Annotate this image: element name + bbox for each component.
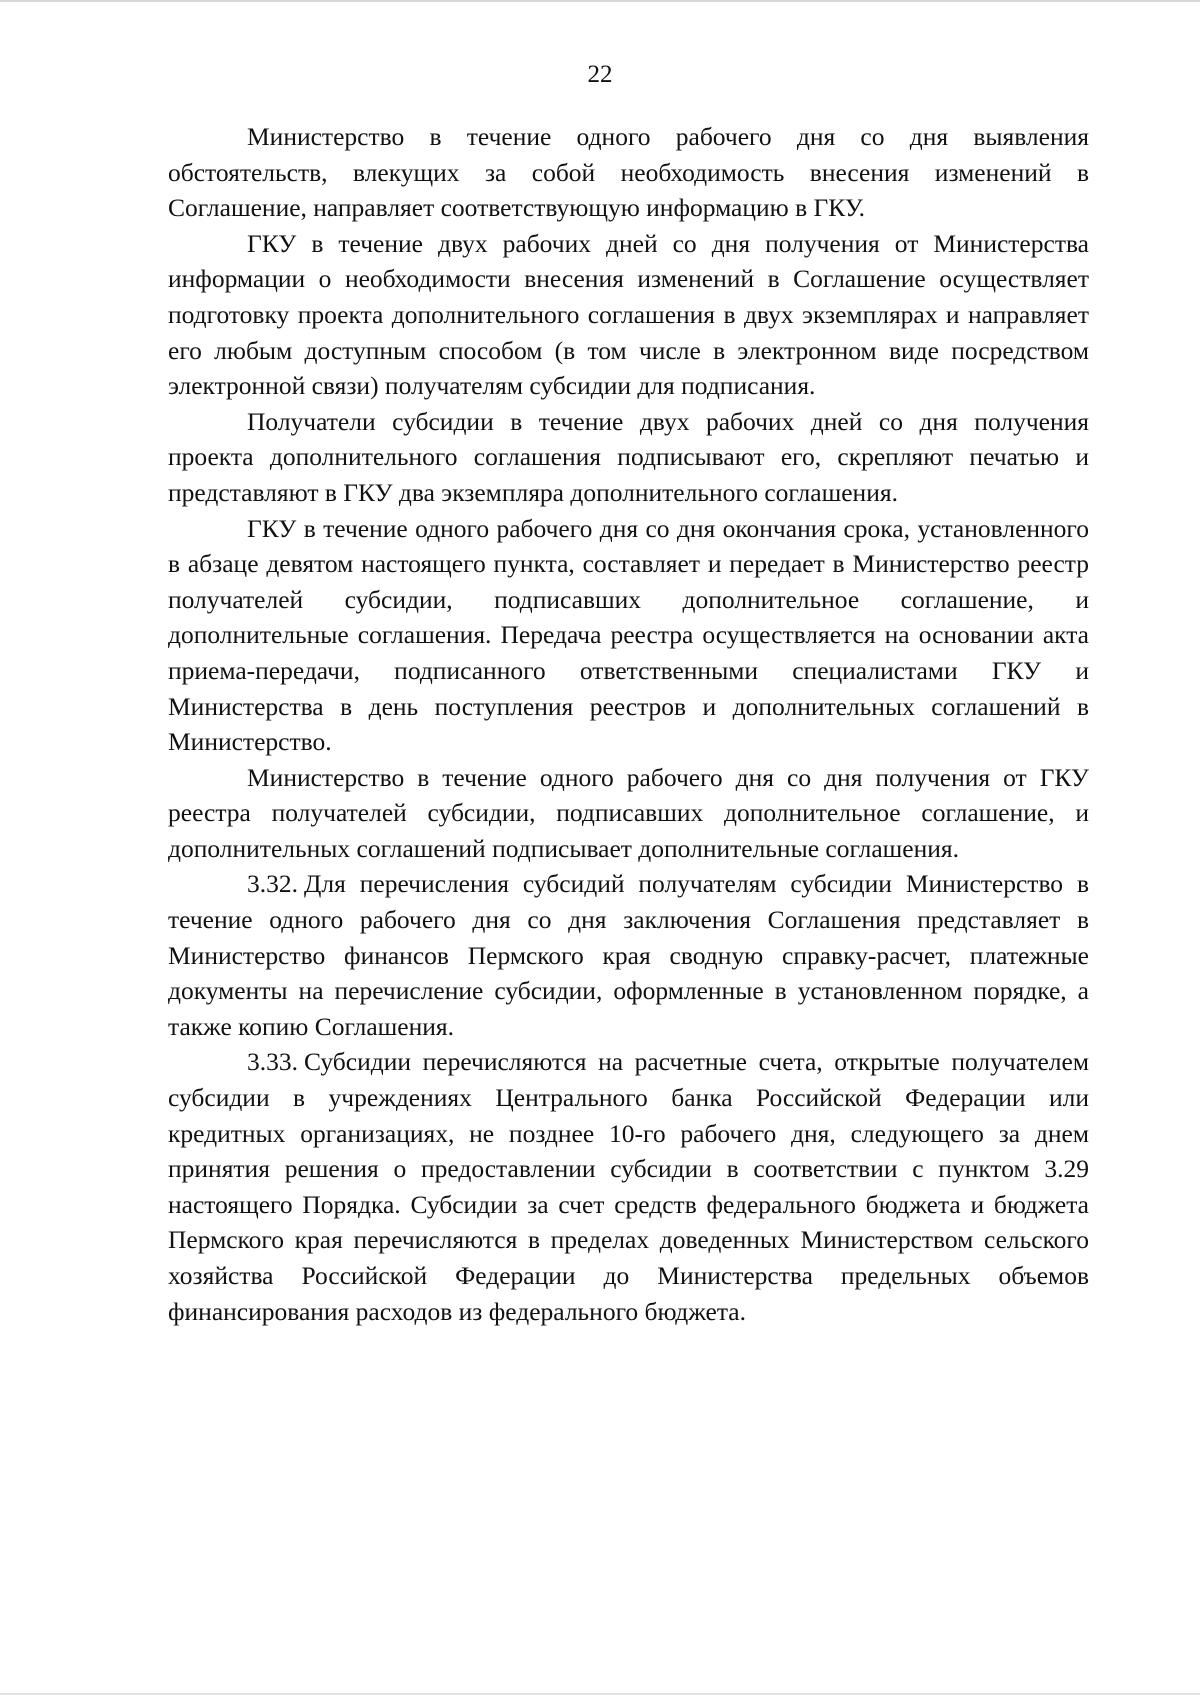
paragraph-ministry-notice: Министерство в течение одного рабочего дня со дня выявления обстоятельств, влекущих за собой необходимость внесения изменений в Соглашение, направляет соответствующую информацию в ГКУ. [168, 122, 1089, 223]
document-body [168, 119, 1089, 1329]
clause-3-33 [168, 1044, 1089, 1329]
paragraph-gku-registry: ГКУ в течение одного рабочего дня со дня окончания срока, установленного в абзаце девятом настоящего пункта, составляет и передает в Министерство реестр получателей субсидии, подписавших дополнительное соглашение, и дополнительные соглашения. Передача реестра осуществляется на основании акта приема-передачи, подписанного ответственными специалистами ГКУ и Министерства в день поступления реестров и дополнительных соглашений в Министерство. [168, 513, 1089, 757]
clause-3-32 [168, 866, 1089, 1044]
clause-3-33-text: Субсидии перечисляются на расчетные счета, открытые получателем субсидии в учреждениях Центрального банка Российской Федерации или кредитных организациях, не позднее 10-го рабочего дня, следующего за днем принятия решения о предоставлении субсидии в соответствии с пунктом 3.29 настоящего Порядка. Субсидии за счет средств федерального бюджета и бюджета Пермского края перечисляются в пределах доведенных Министерством сельского хозяйства Российской Федерации до Министерства предельных объемов финансирования расходов из федерального бюджета. [168, 1047, 1089, 1326]
paragraph-recipients-sign: Получатели субсидии в течение двух рабочих дней со дня получения проекта дополнительного соглашения подписывают его, скрепляют печатью и представляют в ГКУ два экземпляра дополнительного соглашения. [168, 406, 1089, 507]
page-number: 22 [587, 61, 613, 88]
paragraph-gku-draft-agreement: ГКУ в течение двух рабочих дней со дня получения от Министерства информации о необходимости внесения изменений в Соглашение осуществляет подготовку проекта дополнительного соглашения в двух экземплярах и направляет его любым доступным способом (в том числе в электронном виде посредством электронной связи) получателям субсидии для подписания. [168, 228, 1089, 401]
paragraph-ministry-signs: Министерство в течение одного рабочего дня со дня получения от ГКУ реестра получателей субсидии, подписавших дополнительное соглашение, и дополнительных соглашений подписывает дополнительные соглашения. [168, 762, 1089, 863]
clause-3-32-number: 3.32. [247, 869, 298, 899]
clause-3-32-text: Для перечисления субсидий получателям субсидии Министерство в течение одного рабочего дня со дня заключения Соглашения представляет в Министерство финансов Пермского края сводную справку-расчет, платежные документы на перечисление субсидии, оформленные в установленном порядке, а также копию Соглашения. [168, 869, 1089, 1041]
scan-edge-top [0, 0, 1200, 2]
clause-3-33-number: 3.33. [247, 1047, 298, 1077]
